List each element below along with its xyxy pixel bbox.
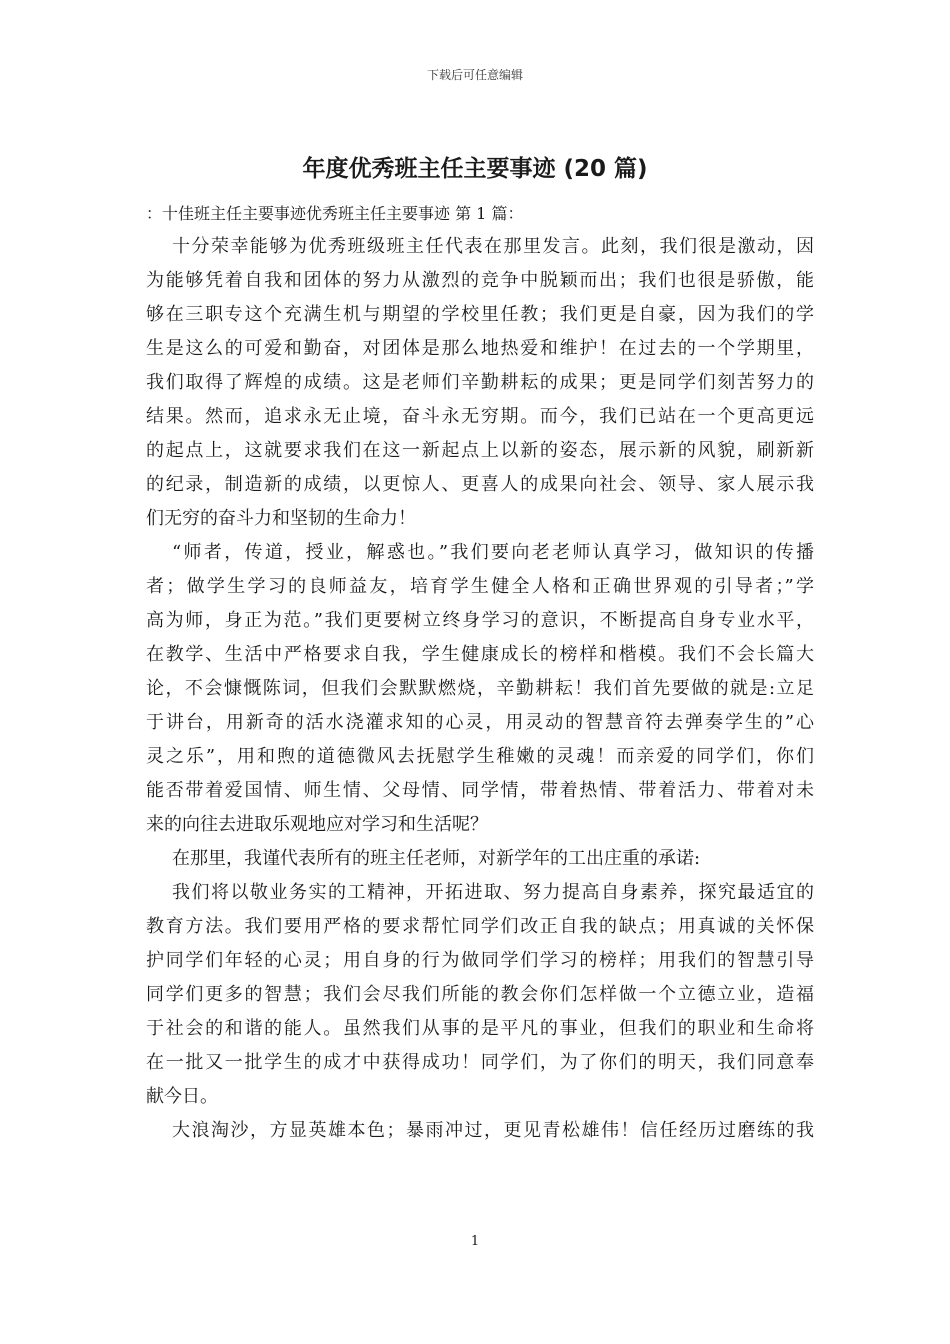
page-number: 1	[470, 1234, 480, 1249]
text-line: 大浪淘沙，方显英雄本色；暴雨冲过，更见青松雄伟！信任经历过磨练的我	[172, 1120, 814, 1141]
text-line: 在一批又一批学生的成才中获得成功！同学们，为了你们的明天，我们同意奉	[146, 1052, 814, 1073]
text-line: 灵之乐”，用和煦的道德微风去抚慰学生稚嫩的灵魂！而亲爱的同学们，你们	[146, 746, 814, 767]
text-line: 能否带着爱国情、师生情、父母情、同学情，带着热情、带着活力、带着对未	[146, 780, 814, 801]
body-text	[146, 230, 814, 1148]
text-line: 者；做学生学习的良师益友，培育学生健全人格和正确世界观的引导者；”学	[146, 576, 814, 597]
text-line: 在教学、生活中严格要求自我，学生健康成长的榜样和楷模。我们不会长篇大	[146, 644, 814, 665]
section-subtitle: ：十佳班主任主要事迹优秀班主任主要事迹 第 1 篇：	[146, 204, 524, 223]
text-line: 结果。然而，追求永无止境，奋斗永无穷期。而今，我们已站在一个更高更远	[146, 406, 814, 427]
text-line: 同学们更多的智慧；我们会尽我们所能的教会你们怎样做一个立德立业，造福	[146, 984, 814, 1005]
text-line: “师者，传道，授业，解惑也。”我们要向老老师认真学习，做知识的传播	[172, 542, 814, 563]
text-line: 来的向往去进取乐观地应对学习和生活呢？	[146, 814, 488, 835]
text-line: 论，不会慷慨陈词，但我们会默默燃烧，辛勤耕耘！我们首先要做的就是:立足	[146, 678, 814, 699]
document-title: 年度优秀班主任主要事迹 (20 篇)	[302, 156, 648, 182]
text-line: 们无穷的奋斗力和坚韧的生命力！	[146, 508, 416, 529]
text-line: 的起点上，这就要求我们在这一新起点上以新的姿态，展示新的风貌，刷新新	[146, 440, 814, 461]
text-line: 我们取得了辉煌的成绩。这是老师们辛勤耕耘的成果；更是同学们刻苦努力的	[146, 372, 814, 393]
text-line: 于讲台，用新奇的活水浇灌求知的心灵，用灵动的智慧音符去弹奏学生的”心	[146, 712, 814, 733]
text-line: 护同学们年轻的心灵；用自身的行为做同学们学习的榜样；用我们的智慧引导	[146, 950, 814, 971]
text-line: 我们将以敬业务实的工精神，开拓进取、努力提高自身素养，探究最适宜的	[172, 882, 814, 903]
text-line: 献今日。	[146, 1086, 218, 1107]
text-line: 十分荣幸能够为优秀班级班主任代表在那里发言。此刻，我们很是激动，因	[172, 236, 814, 257]
text-line: 为能够凭着自我和团体的努力从激烈的竞争中脱颖而出；我们也很是骄傲，能	[146, 270, 814, 291]
text-line: 够在三职专这个充满生机与期望的学校里任教；我们更是自豪，因为我们的学	[146, 304, 814, 325]
text-line: 教育方法。我们要用严格的要求帮忙同学们改正自我的缺点；用真诚的关怀保	[146, 916, 814, 937]
text-line: 生是这么的可爱和勤奋，对团体是那么地热爱和维护！在过去的一个学期里，	[146, 338, 814, 359]
text-line: 于社会的和谐的能人。虽然我们从事的是平凡的事业，但我们的职业和生命将	[146, 1018, 814, 1039]
text-line: 在那里，我谨代表所有的班主任老师，对新学年的工出庄重的承诺:	[172, 848, 701, 869]
text-line: 的纪录，制造新的成绩，以更惊人、更喜人的成果向社会、领导、家人展示我	[146, 474, 814, 495]
text-line: 高为师，身正为范。”我们更要树立终身学习的意识，不断提高自身专业水平，	[146, 610, 814, 631]
header-note: 下载后可任意编辑	[426, 68, 523, 82]
